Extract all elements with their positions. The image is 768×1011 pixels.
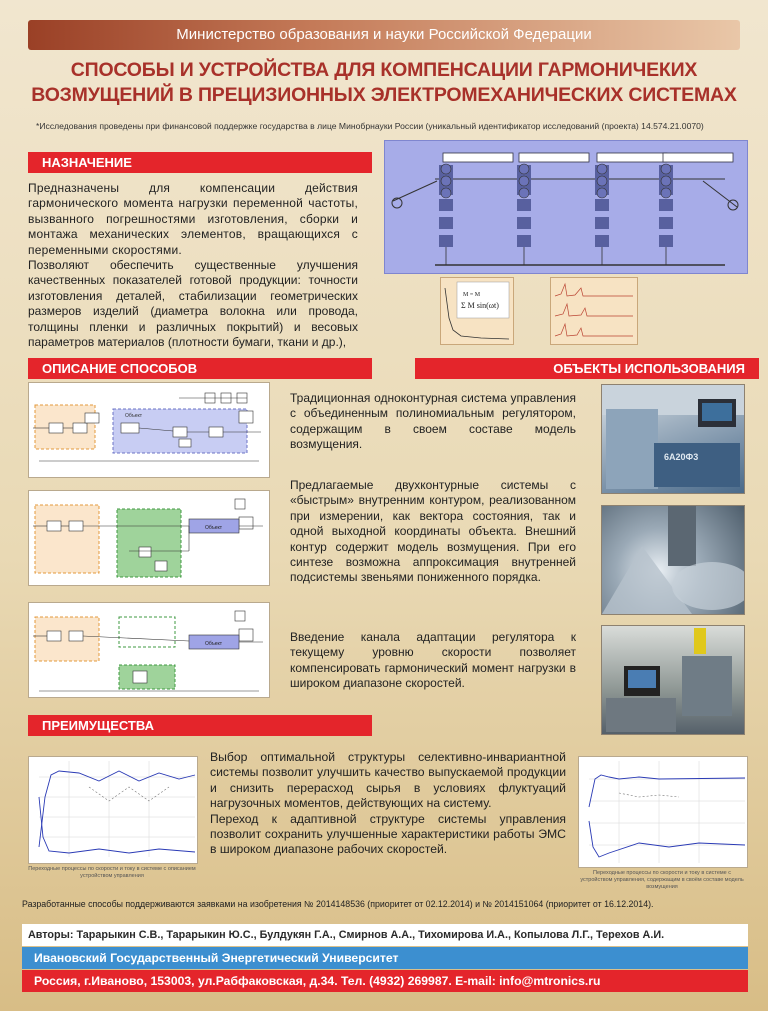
block-diagram-3: [28, 602, 270, 698]
photo-cnc-machine-svg: [602, 626, 744, 734]
transient-plot-right: [578, 756, 748, 868]
block-diagram-2: [28, 490, 270, 586]
section-methods-heading: ОПИСАНИЕ СПОСОБОВ: [28, 358, 372, 379]
caption-right-plot: Переходные процессы по скорости и току в системе с устройством управления, содержащим в своём составе модель возмущения: [580, 870, 744, 890]
block-diagram-1-svg: [29, 383, 269, 477]
method-text-3: Введение канала адаптации регулятора к текущему уровню скорости позволяет компенсировать гармонический момент нагрузки в широком диапазоне скоростей.: [290, 630, 576, 691]
diagram-3-object-label: Объект: [205, 641, 223, 647]
photo-cnc-machine: [601, 625, 745, 735]
transient-plot-left-svg: [29, 757, 197, 863]
mechanism-diagram-svg: [385, 141, 747, 273]
advantages-paragraph-1: Выбор оптимальной структуры селективно-инвариантной системы позволит улучшить качество выпускаемой продукции и снизить перерасход сырья в условиях флуктуаций нагрузочных моментов, действующих на систему.: [210, 750, 566, 811]
title-line-2: ВОЗМУЩЕНИЙ В ПРЕЦИЗИОННЫХ ЭЛЕКТРОМЕХАНИЧЕСКИХ СИСТЕМАХ: [31, 84, 737, 106]
poster-title: [20, 58, 748, 108]
svg-text:Σ M sin(ωt): Σ M sin(ωt): [461, 301, 499, 310]
formula-graph-svg: [441, 278, 513, 344]
section-advantages-heading: ПРЕИМУЩЕСТВА: [28, 715, 372, 736]
spectrum-graph-svg: [551, 278, 637, 344]
university-bar: Ивановский Государственный Энергетический Университет: [22, 947, 748, 969]
mechanism-diagram: [384, 140, 748, 274]
advantages-text: [210, 750, 566, 858]
purpose-paragraph-2: Позволяют обеспечить существенные улучшения качественных показателей готовой продукции: точности изготовления деталей, стабилизации геометрических размеров изделий (диаметра волокна или провода, толщины пленки и различных покрытий) и весовых параметров материалов (плотности бумаги, ткани и др.),: [28, 258, 358, 350]
diagram-1-object-label: Объект: [125, 413, 143, 419]
ministry-banner: Министерство образования и науки Российской Федерации: [28, 20, 740, 50]
transient-plot-right-svg: [579, 757, 747, 867]
photo-cnc-lathe: [601, 384, 745, 494]
advantages-paragraph-2: Переход к адаптивной структуре системы управления позволит сохранить улучшенные характеристики работы ЭМС в широком диапазоне рабочих скоростей.: [210, 811, 566, 857]
title-line-1: СПОСОБЫ И УСТРОЙСТВА ДЛЯ КОМПЕНСАЦИИ ГАРМОНИЧЕКИХ: [70, 59, 698, 81]
caption-left-plot: Переходные процессы по скорости и току в системе с описанием устройством управления: [28, 866, 196, 879]
formula-graph: [440, 277, 514, 345]
purpose-text: [28, 181, 358, 350]
block-diagram-1: [28, 382, 270, 478]
section-objects-heading: ОБЪЕКТЫ ИСПОЛЬЗОВАНИЯ: [415, 358, 759, 379]
diagram-2-object-label: Объект: [205, 525, 223, 531]
section-purpose-heading: НАЗНАЧЕНИЕ: [28, 152, 372, 173]
funding-footnote: *Исследования проведены при финансовой поддержке государства в лице Минобрнауки России (уникальный идентификатор исследований (проекта) 14.574.21.0070): [36, 121, 704, 131]
photo-milling-tool-svg: [602, 506, 744, 614]
block-diagram-3-svg: [29, 603, 269, 697]
transient-plot-left: [28, 756, 198, 864]
authors-bar: Авторы: Тарарыкин С.В., Тарарыкин Ю.С., Булдукян Г.А., Смирнов А.А., Тихомирова И.А., Копылова Л.Г., Терехов А.И.: [22, 924, 748, 946]
block-diagram-2-svg: [29, 491, 269, 585]
machine-label: 6А20Ф3: [664, 452, 699, 462]
patents-note: Разработанные способы поддерживаются заявками на изобретения № 2014148536 (приоритет от 02.12.2014) и № 2014151064 (приоритет от 16.12.2014).: [22, 899, 654, 909]
method-text-1: Традиционная одноконтурная система управления с объединенным полиномиальным регулятором, содержащим в своем составе модель возмущения.: [290, 391, 576, 452]
address-bar: Россия, г.Иваново, 153003, ул.Рабфаковская, д.34. Тел. (4932) 269987. E-mail: info@mtronics.ru: [22, 970, 748, 992]
photo-milling-tool: [601, 505, 745, 615]
svg-text:M = M: M = M: [463, 292, 481, 298]
photo-cnc-lathe-svg: [602, 385, 744, 493]
method-text-2: Предлагаемые двухконтурные системы с «быстрым» внутренним контуром, реализованном при измерении, как вектора состояния, так и одной выходной координаты объекта. Внешний контур содержит модель возмущения. При его синтезе возможна аппроксимация внутренней подсистемы звеньями пониженного порядка.: [290, 478, 576, 585]
purpose-paragraph-1: Предназначены для компенсации действия гармонического момента нагрузки переменной частоты, вызванного погрешностями изготовления, сборки и монтажа механических элементов, вращающихся с переменными скоростями.: [28, 181, 358, 257]
spectrum-graph: [550, 277, 638, 345]
